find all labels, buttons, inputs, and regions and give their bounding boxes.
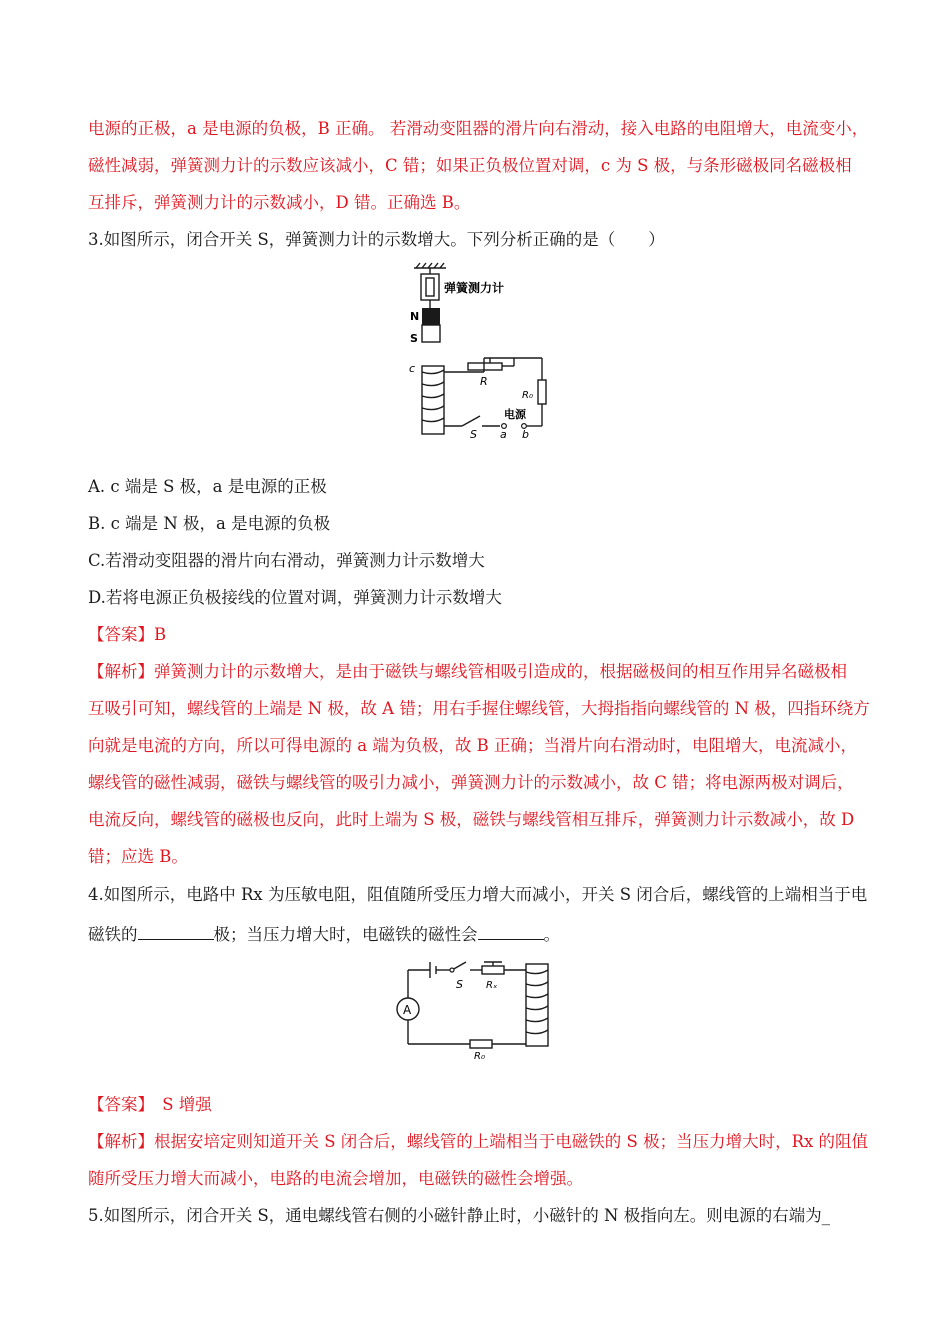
switch-label: S <box>470 428 477 438</box>
question-4-stem-blanks <box>88 924 560 946</box>
stem-text: 磁铁的 <box>88 925 138 944</box>
answer: 【答案】B <box>88 625 167 644</box>
spring-scale-label: 弹簧测力计 <box>444 281 505 295</box>
question-3-figure <box>404 262 560 438</box>
option-a: A. c 端是 S 极，a 是电源的正极 <box>88 477 327 496</box>
circuit-diagram <box>404 262 560 438</box>
ammeter-label: A <box>403 1003 412 1017</box>
analysis-line: 电流反向，螺线管的磁极也反向，此时上端为 S 极，磁铁与螺线管相互排斥，弹簧测力计示数减小，故 D <box>88 810 855 829</box>
switch-label: S <box>456 978 463 991</box>
option-c: C.若滑动变阻器的滑片向右滑动，弹簧测力计示数增大 <box>88 551 485 570</box>
analysis-line: 互排斥，弹簧测力计的示数减小，D 错。正确选 B。 <box>88 193 471 212</box>
question-4-stem: 4.如图所示，电路中 Rx 为压敏电阻，阻值随所受压力增大而减小，开关 S 闭合后，螺线管的上端相当于电 <box>88 885 868 904</box>
analysis-line: 错；应选 B。 <box>88 847 188 866</box>
stem-text: 极；当压力增大时，电磁铁的磁性会 <box>213 925 478 944</box>
question-5-stem: 5.如图所示，闭合开关 S，通电螺线管右侧的小磁针静止时，小磁针的 N 极指向左。则电源的右端为_ <box>88 1206 830 1225</box>
s-pole-label: S <box>410 332 418 345</box>
rx-label: Rₓ <box>486 980 498 991</box>
stem-text: 。 <box>543 925 560 944</box>
option-b: B. c 端是 N 极，a 是电源的负极 <box>88 514 331 533</box>
r0-label: R₀ <box>522 390 533 401</box>
question-3-stem: 3.如图所示，闭合开关 S，弹簧测力计的示数增大。下列分析正确的是（ ） <box>88 230 665 249</box>
analysis-line: 【解析】弹簧测力计的示数增大，是由于磁铁与螺线管相吸引造成的，根据磁极间的相互作用异名磁极相 <box>88 662 847 681</box>
terminal-b-label: b <box>522 428 529 438</box>
analysis-line: 随所受压力增大而减小，电路的电流会增加，电磁铁的磁性会增强。 <box>88 1169 583 1188</box>
analysis-line: 向就是电流的方向，所以可得电源的 a 端为负极，故 B 正确；当滑片向右滑动时，电阻增大，电流减小， <box>88 736 857 755</box>
question-4-figure <box>394 956 560 1060</box>
analysis-line: 磁性减弱，弹簧测力计的示数应该减小，C 错；如果正负极位置对调，c 为 S 极，与条形磁极同名磁极相 <box>88 156 852 175</box>
answer: 【答案】 S 增强 <box>88 1095 212 1114</box>
answer-blank <box>478 925 544 940</box>
c-end-label: c <box>409 362 416 375</box>
analysis-line: 【解析】根据安培定则知道开关 S 闭合后，螺线管的上端相当于电磁铁的 S 极；当压力增大时，Rx 的阻值 <box>88 1132 869 1151</box>
circuit-diagram <box>394 956 560 1060</box>
power-source-label: 电源 <box>504 408 526 421</box>
option-d: D.若将电源正负极接线的位置对调，弹簧测力计示数增大 <box>88 588 502 607</box>
r0-label: R₀ <box>474 1051 485 1060</box>
n-pole-label: N <box>410 310 420 323</box>
analysis-line: 螺线管的磁性减弱，磁铁与螺线管的吸引力减小，弹簧测力计的示数减小，故 C 错；将电源两极对调后， <box>88 773 854 792</box>
answer-blank <box>138 925 214 940</box>
analysis-line: 电源的正极，a 是电源的负极，B 正确。 若滑动变阻器的滑片向右滑动，接入电路的电阻增大，电流变小， <box>88 119 869 138</box>
rheostat-label: R <box>480 375 488 388</box>
analysis-line: 互吸引可知，螺线管的上端是 N 极，故 A 错；用右手握住螺线管，大拇指指向螺线管的 N 极，四指环绕方 <box>88 699 870 718</box>
terminal-a-label: a <box>500 428 507 438</box>
